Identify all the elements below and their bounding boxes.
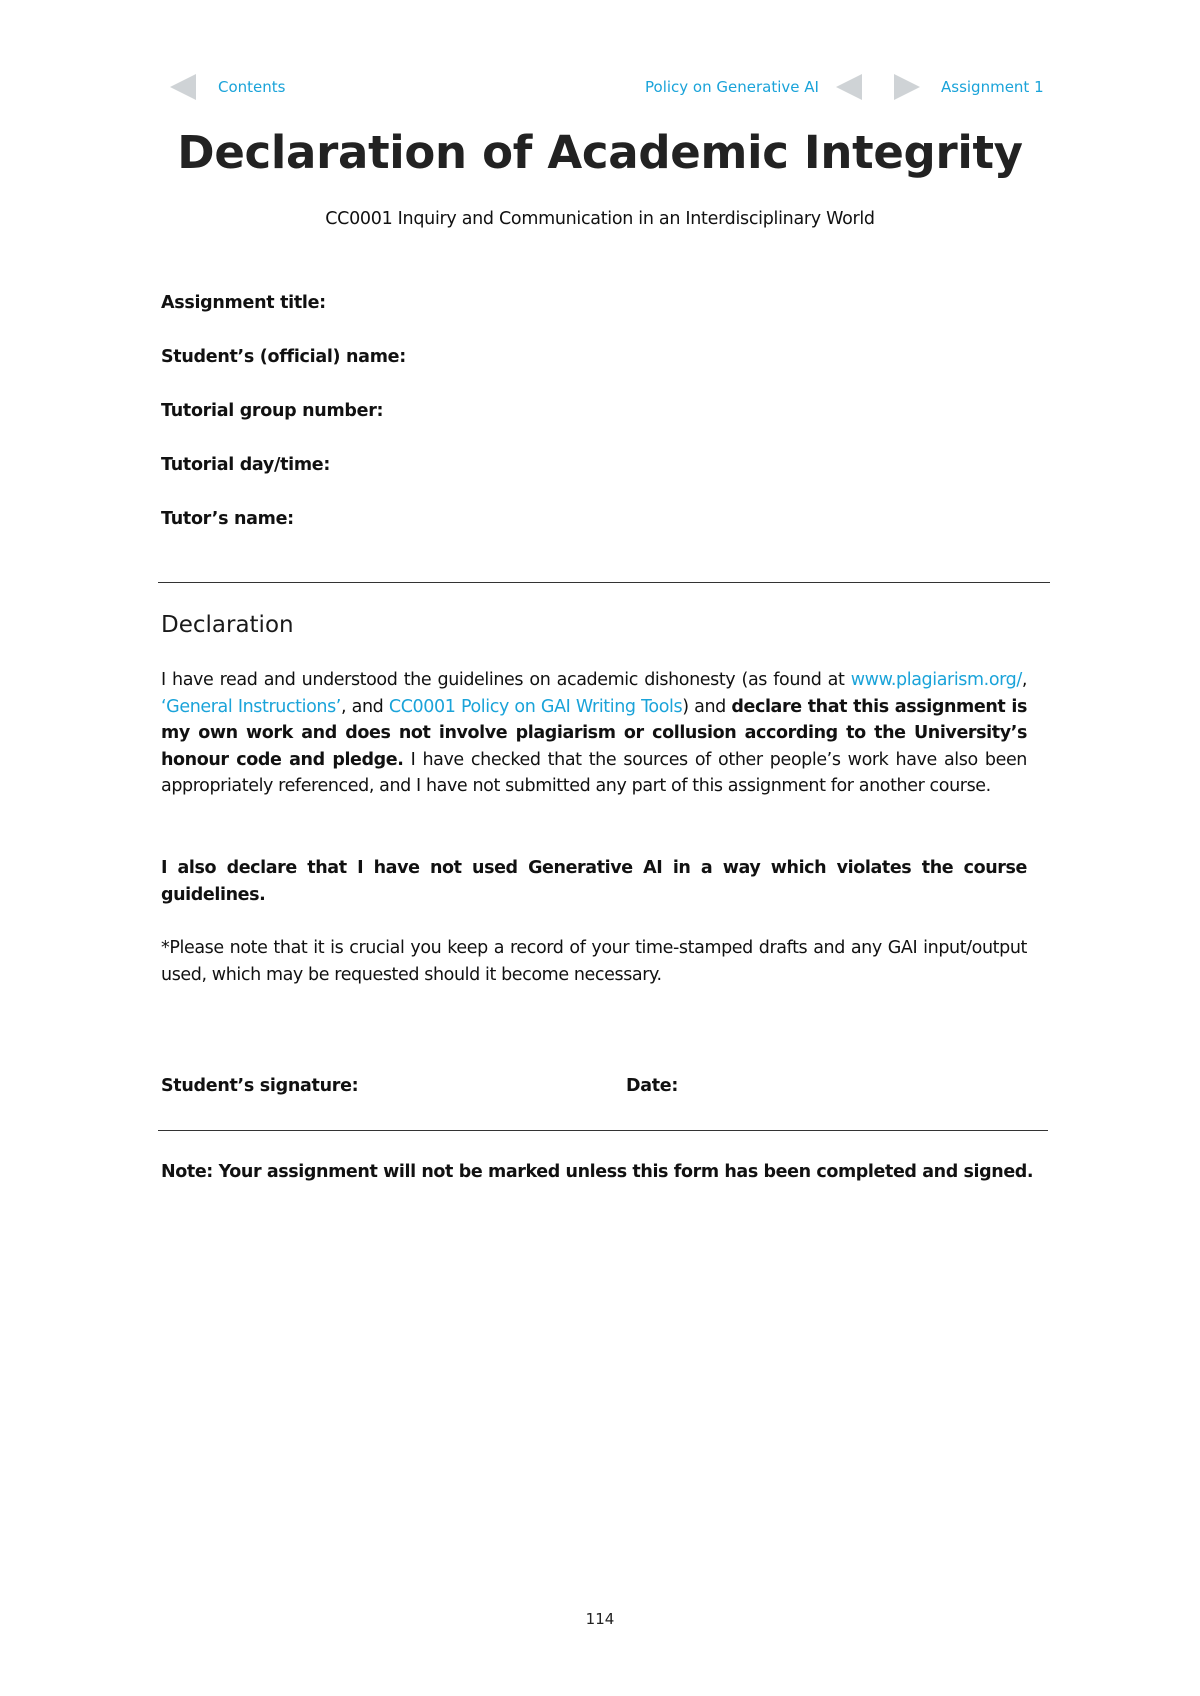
general-instructions-link[interactable]: ‘General Instructions’	[161, 696, 341, 717]
contents-link[interactable]: Contents	[218, 78, 286, 96]
student-name-label: Student’s (official) name:	[161, 347, 406, 367]
page-number: 114	[585, 1610, 615, 1628]
declaration-rest-text: I have checked that the sources of other people’s work have also been appropriately referenced, and I have not submitted any part of this assignment for another course.	[161, 749, 1027, 796]
student-signature-label: Student’s signature:	[161, 1076, 359, 1096]
page-title: Declaration of Academic Integrity	[177, 126, 1023, 179]
page-navigation	[0, 70, 1200, 104]
record-keeping-note: *Please note that it is crucial you keep a record of your time-stamped drafts and any GAI input/output used, which may be requested should it become necessary.	[161, 938, 1027, 985]
gai-policy-link[interactable]: CC0001 Policy on GAI Writing Tools	[388, 696, 683, 717]
tutor-name-label: Tutor’s name:	[161, 509, 294, 529]
separator-text: , and	[340, 696, 389, 717]
tutorial-daytime-label: Tutorial day/time:	[161, 455, 331, 475]
declaration-close-text: ) and	[682, 696, 732, 717]
previous-section-link[interactable]: Policy on Generative AI	[645, 78, 819, 96]
declaration-heading: Declaration	[161, 612, 294, 638]
course-subtitle: CC0001 Inquiry and Communication in an Interdisciplinary World	[325, 209, 875, 229]
section-divider	[158, 582, 1050, 583]
next-section-link[interactable]: Assignment 1	[941, 78, 1044, 96]
declaration-bold-statement: declare that this assignment is my own work and does not involve plagiarism or collusion according to the University’s honour code and pledge.	[161, 696, 1028, 770]
tutorial-group-label: Tutorial group number:	[161, 401, 384, 421]
next-arrow-icon[interactable]	[894, 74, 920, 100]
declaration-intro-text: I have read and understood the guidelines on academic dishonesty (as found at	[161, 670, 851, 690]
date-label: Date:	[626, 1076, 679, 1096]
previous-arrow-icon[interactable]	[836, 74, 862, 100]
separator-text: ,	[1021, 670, 1027, 690]
signature-divider	[158, 1130, 1048, 1131]
assignment-title-label: Assignment title:	[161, 293, 326, 313]
plagiarism-org-link[interactable]: www.plagiarism.org/	[850, 670, 1022, 690]
completion-note: Note: Your assignment will not be marked unless this form has been completed and signed.	[161, 1162, 1034, 1182]
gai-declaration-paragraph: I also declare that I have not used Generative AI in a way which violates the course guidelines.	[161, 858, 1027, 905]
back-arrow-icon[interactable]	[170, 74, 196, 100]
declaration-paragraph	[161, 667, 1027, 800]
